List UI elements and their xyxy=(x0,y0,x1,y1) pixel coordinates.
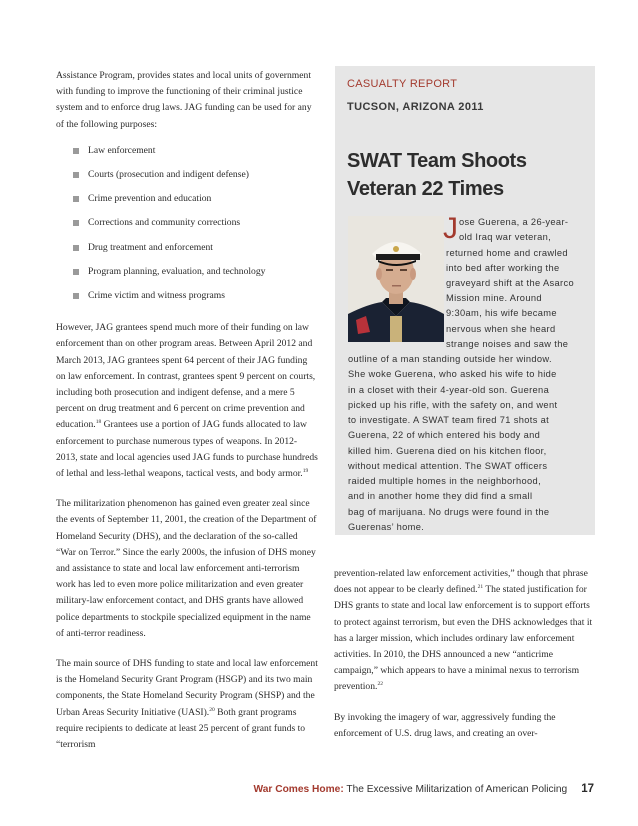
right-column xyxy=(334,566,594,742)
footnote-ref[interactable]: 19 xyxy=(302,467,309,474)
square-bullet-icon xyxy=(73,196,79,202)
story-line: ose Guerena, a 26-year- xyxy=(459,217,569,227)
story-line: old Iraq war veteran, xyxy=(459,232,552,242)
left-column xyxy=(56,68,318,753)
list-item: Crime victim and witness programs xyxy=(56,288,318,312)
page-footer xyxy=(254,783,594,795)
list-item: Corrections and community corrections xyxy=(56,215,318,239)
footnote-ref[interactable]: 22 xyxy=(377,681,383,688)
story-line: in a closet with their 4-year-old son. Guerena xyxy=(348,385,550,395)
list-item: Crime prevention and education xyxy=(56,191,318,215)
sidebar-location: TUCSON, ARIZONA 2011 xyxy=(347,101,484,113)
square-bullet-icon xyxy=(73,172,79,178)
story-line: returned home and crawled xyxy=(446,248,568,258)
dhs-funding-paragraph: The main source of DHS funding to state and local law enforcement is the Homeland Security Grant Program (HSGP) and its two main components, the State Homeland Security Program (SHSP) and the Urban Areas Security Initiative (UASI).$^{20}$ Both grant programs require recipients to dedicate at least 25 percent of grant funds to “terrorism xyxy=(56,657,318,750)
story-line: nervous when she heard xyxy=(446,324,556,334)
square-bullet-icon xyxy=(73,293,79,299)
story-line: graveyard shift at the Asarco xyxy=(446,278,574,288)
story-line: bag of marijuana. No drugs were found in the xyxy=(348,507,550,517)
publication-title-rest: The Excessive Militarization of American Policing xyxy=(343,784,568,795)
story-line: Mission mine. Around xyxy=(446,293,542,303)
drop-cap: J xyxy=(443,212,458,245)
square-bullet-icon xyxy=(73,220,79,226)
story-line: raided multiple homes in the neighborhood, xyxy=(348,476,542,486)
veteran-portrait-photo xyxy=(348,216,444,342)
list-item: Drug treatment and enforcement xyxy=(56,240,318,264)
intro-paragraph: Assistance Program, provides states and local units of government with funding to improve the functioning of their criminal justice system and to enforce drug laws. JAG funding can be used for any of the following purposes: xyxy=(56,70,312,130)
story-line: strange noises and saw the xyxy=(446,339,569,349)
square-bullet-icon xyxy=(73,148,79,154)
square-bullet-icon xyxy=(73,245,79,251)
footnote-ref[interactable]: 18 xyxy=(95,419,102,426)
story-line: Guerena, 22 of which entered his body and xyxy=(348,430,541,440)
dhs-justification-paragraph: prevention-related law enforcement activities,” though that phrase does not appear to be clearly defined.$^{21}$ The stated justification for DHS grants to state and local law enforcement is to support efforts to protect against terrorism, but even the DHS acknowledges that it has a larger mission, which includes ordinary law enforcement activities. In 2010, the DHS announced a new “anticrime campaign,” which appears to have a minimal nexus to terrorism prevention.$^{22}$ xyxy=(334,568,593,693)
story-line: without medical attention. The SWAT officers xyxy=(348,461,548,471)
footnote-ref[interactable]: 21 xyxy=(477,584,484,591)
story-line: to investigate. A SWAT team fired 71 shots at xyxy=(348,415,550,425)
footnote-ref[interactable]: 20 xyxy=(209,706,215,713)
story-line: into bed after working the xyxy=(446,263,560,273)
story-line: outline of a man standing outside her window. xyxy=(348,354,552,364)
militarization-paragraph: The militarization phenomenon has gained even greater zeal since the events of September 11, 2001, the creation of the Department of Homeland Security (DHS), and the declaration of the so-called “War on Terror.” Since the early 2000s, the infusion of DHS money and assistance to state and local law enforcement anti-terrorism work has led to even more police militarization and even greater military-law enforcement contact, and DHS grants have allowed police departments to stockpile specialized equipment in the name of anti-terror readiness. xyxy=(56,498,317,639)
publication-title-bold: War Comes Home: xyxy=(253,784,344,795)
casualty-report-sidebar xyxy=(335,66,595,535)
sidebar-title: SWAT Team Shoots Veteran 22 Times xyxy=(347,150,527,200)
imagery-of-war-paragraph: By invoking the imagery of war, aggressively funding the enforcement of U.S. drug laws, and creating an over- xyxy=(334,711,556,739)
story-line: Guerenas’ home. xyxy=(348,522,425,532)
story-line: picked up his rifle, with the safety on, and went xyxy=(348,400,558,410)
list-item: Courts (prosecution and indigent defense) xyxy=(56,167,318,191)
list-item: Law enforcement xyxy=(56,143,318,167)
story-line: 9:30am, his wife became xyxy=(446,308,557,318)
purposes-list xyxy=(56,143,318,312)
portrait-illustration xyxy=(348,216,444,342)
story-line: and in another home they did find a small xyxy=(348,491,533,501)
list-item: Program planning, evaluation, and technology xyxy=(56,264,318,288)
story-line: killed him. Guerena died on his kitchen floor, xyxy=(348,446,547,456)
square-bullet-icon xyxy=(73,269,79,275)
page-number: 17 xyxy=(581,783,594,795)
sidebar-label: CASUALTY REPORT xyxy=(347,78,458,90)
jag-spending-paragraph: However, JAG grantees spend much more of their funding on law enforcement than on other program areas. Between April 2012 and March 2013, JAG grantees spent 64 percent of their JAG funding on law enforcement. In contrast, grantees spent 9 percent on courts, including both prosecution and indigent defense, and a mere 5 percent on drug treatment and 6 percent on crime prevention and education.$^{18}$ Grantees use a portion of JAG funds allocated to law enforcement to purchase numerous types of weapons. In 2012-2013, state and local agencies used JAG funds to purchase hundreds of lethal and less-lethal weapons, tactical vests, and body armor.$^{19}$ xyxy=(56,322,318,479)
story-line: She woke Guerena, who asked his wife to hide xyxy=(348,369,557,379)
